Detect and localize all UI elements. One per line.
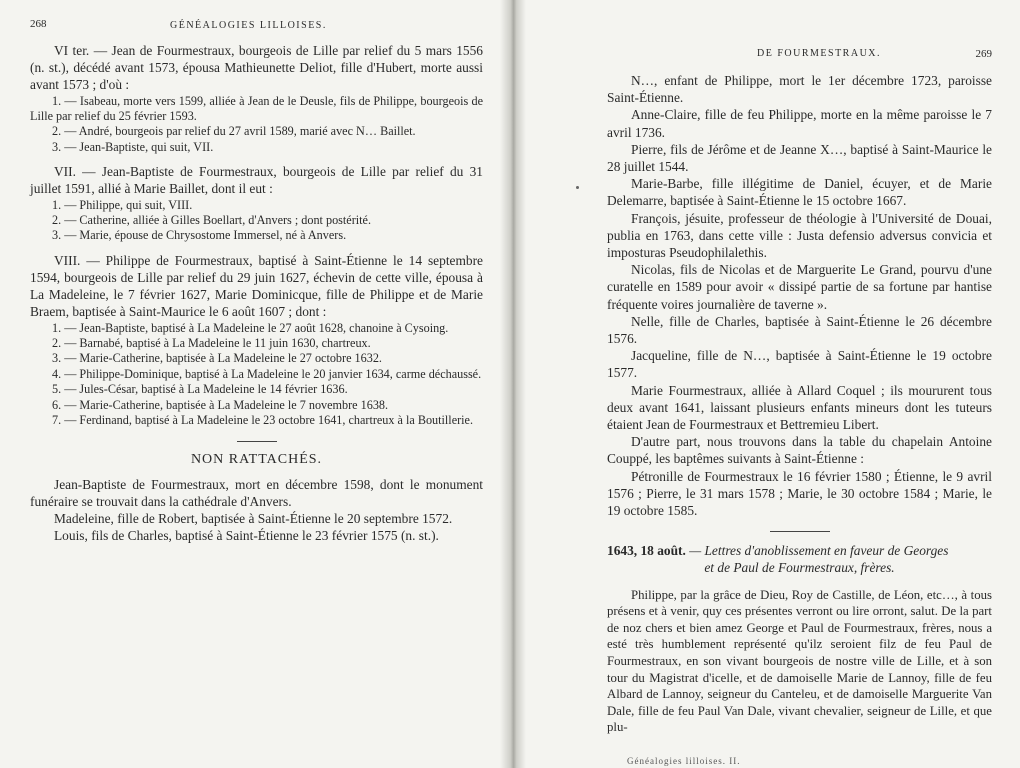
list-item: 4. — Philippe-Dominique, baptisé à La Madeleine le 20 janvier 1634, carme déchaussé. bbox=[52, 366, 482, 381]
entry: Marie Fourmestraux, alliée à Allard Coquel ; ils moururent tous deux avant 1641, laissant plusieurs enfants mineurs dont les tuteurs étaient Jean de Fourmestraux et Bettremieu Libert. bbox=[607, 382, 992, 433]
generation-viii-paragraph: VIII. — Philippe de Fourmestraux, baptisé à Saint-Étienne le 14 septembre 1594, bourgeois de Lille par relief du 29 juin 1627, échevin de cette ville, épousa à La Madeleine, le 7 février 1627, Marie Dominicque, fille de Philippe et de Marie Braem, baptisée à Saint-Maurice le 6 août 1607 ; dont : bbox=[30, 252, 483, 320]
list-item: 5. — Jules-César, baptisé à La Madeleine le 14 février 1636. bbox=[52, 382, 348, 397]
section-divider bbox=[237, 441, 277, 442]
list-item: 3. — Jean-Baptiste, qui suit, VII. bbox=[52, 139, 214, 154]
document-date: 1643, 18 août. bbox=[607, 543, 686, 559]
right-page bbox=[515, 0, 1020, 768]
list-item: 3. — Marie, épouse de Chrysostome Immersel, né à Anvers. bbox=[52, 228, 347, 243]
entry: Marie-Barbe, fille illégitime de Daniel, écuyer, et de Marie Delemarre, baptisée à Saint-Étienne le 15 octobre 1667. bbox=[607, 176, 992, 209]
list-item: 2. — Barnabé, baptisé à La Madeleine le 11 juin 1630, chartreux. bbox=[52, 336, 371, 351]
document-heading-line bbox=[607, 542, 992, 559]
left-running-head bbox=[30, 18, 483, 36]
right-running-title: DE FOURMESTRAUX. bbox=[757, 48, 882, 59]
generation-vii-paragraph: VII. — Jean-Baptiste de Fourmestraux, bourgeois de Lille par relief du 31 juillet 1591, allié à Marie Baillet, dont il eut : bbox=[30, 164, 483, 197]
list-item: 7. — Ferdinand, baptisé à La Madeleine le 23 octobre 1641, chartreux à la Boutillerie. bbox=[52, 413, 474, 428]
entry: François, jésuite, professeur de théologie à l'Université de Douai, publia en 1763, dans cette ville : Justa defensio adversus convicia et imposturas Pseudophilalethis. bbox=[607, 210, 992, 261]
list-item: 1. — Jean-Baptiste, baptisé à La Madeleine le 27 août 1628, chanoine à Cysoing. bbox=[52, 320, 449, 335]
entry: Pétronille de Fourmestraux le 16 février 1580 ; Étienne, le 9 avril 1576 ; Pierre, le 31 mars 1578 ; Marie, le 30 octobre 1584 ; Marie, le 19 octobre 1585. bbox=[607, 468, 992, 519]
entry: Jacqueline, fille de N…, baptisée à Saint-Étienne le 19 octobre 1577. bbox=[607, 348, 992, 381]
footer-signature: Généalogies lilloises. II. bbox=[627, 756, 741, 766]
generation-vi-paragraph: VI ter. — Jean de Fourmestraux, bourgeois de Lille par relief du 5 mars 1556 (n. st.), décédé avant 1573, épousa Mathieunette Deliot, fille d'Hubert, morte aussi avant 1573 ; d'où : bbox=[30, 43, 483, 93]
document-title-b: et de Paul de Fourmestraux, frères. bbox=[704, 560, 895, 576]
list-item: 6. — Marie-Catherine, baptisée à La Madeleine le 7 novembre 1638. bbox=[52, 397, 389, 412]
document-title-a: — Lettres d'anoblissement en faveur de Georges bbox=[689, 543, 949, 559]
document-body bbox=[607, 587, 992, 736]
entry: D'autre part, nous trouvons dans la table du chapelain Antoine Couppé, les baptêmes suivants à Saint-Étienne : bbox=[607, 434, 992, 467]
section-heading: NON RATTACHÉS. bbox=[190, 451, 323, 467]
document-text: Philippe, par la grâce de Dieu, Roy de Castille, de Léon, etc…, à tous présens et à venir, quy ces présentes verront ou lire orront, salut. De la part de noz chers et bien amez George et Paul de Fourmestraux, frères, nous a esté très humblement représenté qu'ilz seroient filz de feu Paul de Fourmestraux, en son vivant bourgeois de nostre ville de Lille, et à son tour du Magistrat d'icelle, et de damoiselle Marie de Lannoy, fille de feu Albard de Lannoy, seigneur du Canteleu, et de damoiselle Marguerite Van Dale, fille de feu Paul Van Dale, vivant chevalier, seigneur de Lille, et que plu- bbox=[607, 587, 992, 735]
right-page-number: 269 bbox=[975, 48, 992, 60]
right-running-head bbox=[607, 44, 992, 62]
left-page bbox=[0, 0, 505, 768]
unattached-entry: Jean-Baptiste de Fourmestraux, mort en décembre 1598, dont le monument funéraire se trouvait dans la cathédrale d'Anvers. bbox=[30, 476, 483, 509]
entry: Pierre, fils de Jérôme et de Jeanne X…, baptisé à Saint-Maurice le 28 juillet 1544. bbox=[607, 141, 992, 175]
list-item: 1. — Philippe, qui suit, VIII. bbox=[52, 197, 193, 212]
list-item: 2. — André, bourgeois par relief du 27 avril 1589, marié avec N… Baillet. bbox=[52, 124, 416, 139]
unattached-entry: Madeleine, fille de Robert, baptisée à Saint-Étienne le 20 septembre 1572. bbox=[54, 510, 453, 526]
document-heading bbox=[607, 542, 992, 576]
entry: N…, enfant de Philippe, mort le 1er décembre 1723, paroisse Saint-Étienne. bbox=[607, 73, 992, 106]
list-item: 1. — Isabeau, morte vers 1599, alliée à Jean de le Deusle, fils de Philippe, bourgeois de Lille par relief du 25 février 1593. bbox=[30, 93, 483, 124]
unattached-entry: Louis, fils de Charles, baptisé à Saint-Étienne le 23 février 1575 (n. st.). bbox=[54, 528, 439, 544]
left-running-title: GÉNÉALOGIES LILLOISES. bbox=[170, 20, 327, 31]
left-page-number: 268 bbox=[30, 18, 47, 30]
list-item: 2. — Catherine, alliée à Gilles Boellart, d'Anvers ; dont postérité. bbox=[52, 213, 371, 228]
entry: Anne-Claire, fille de feu Philippe, morte en la même paroisse le 7 avril 1736. bbox=[607, 107, 992, 140]
section-divider bbox=[770, 531, 830, 532]
entry: Nelle, fille de Charles, baptisée à Saint-Étienne le 26 décembre 1576. bbox=[607, 313, 992, 347]
list-item: 3. — Marie-Catherine, baptisée à La Madeleine le 27 octobre 1632. bbox=[52, 351, 382, 366]
entry: Nicolas, fils de Nicolas et de Marguerite Le Grand, pourvu d'une curatelle en 1589 pour avoir « dissipé partie de sa fortune par hantise fréquente voires journalière de taverne ». bbox=[607, 262, 992, 312]
